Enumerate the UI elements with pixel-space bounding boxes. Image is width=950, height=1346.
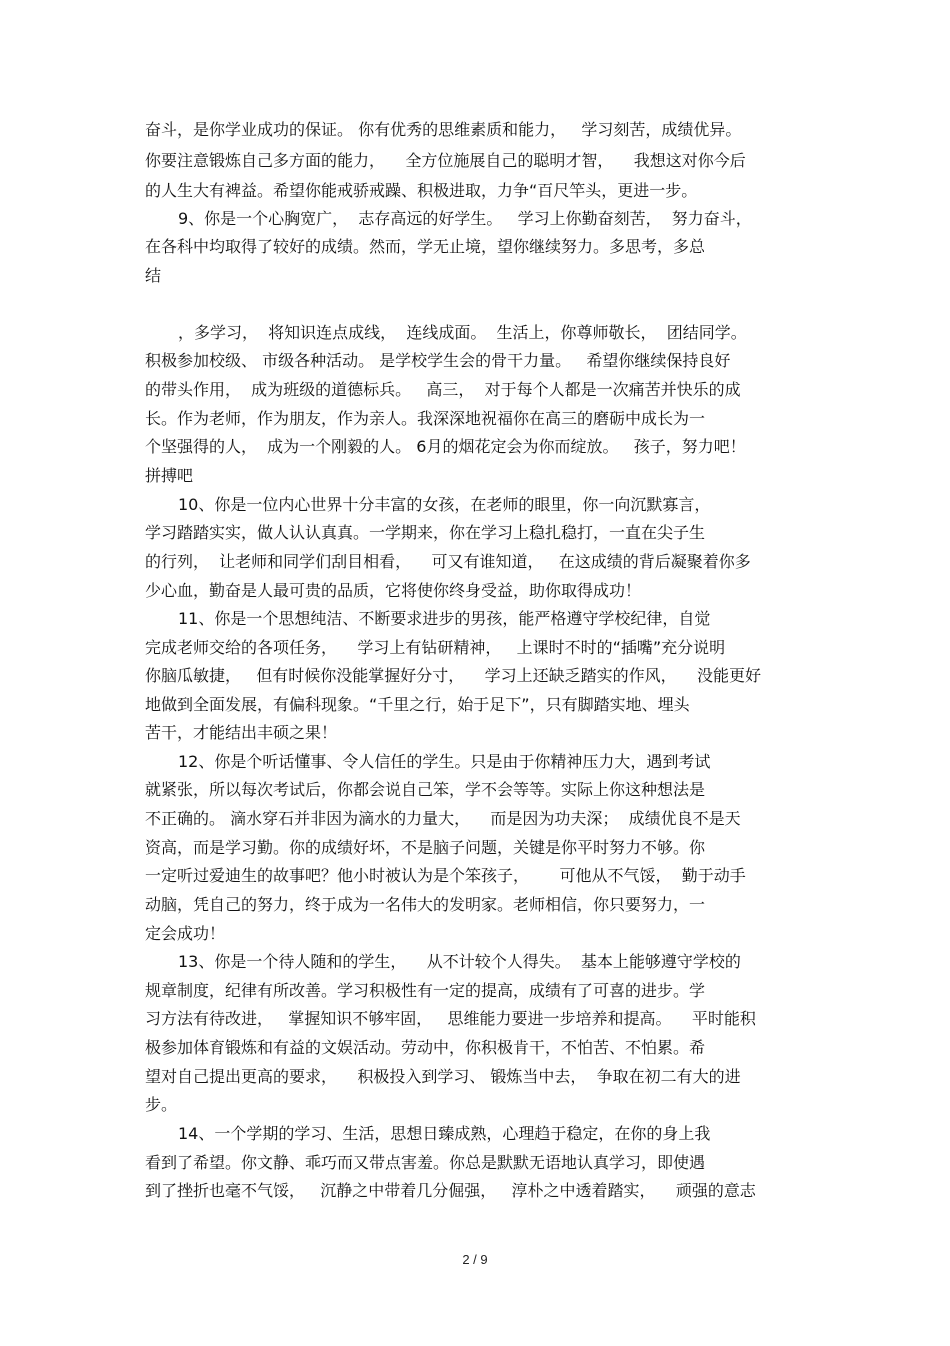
text-line: 个坚强得的人， 成为一个刚毅的人。 6月的烟花定会为你而绽放。 孩子，努力吧！	[145, 437, 746, 456]
text-line: 规章制度，纪律有所改善。学习积极性有一定的提高，成绩有了可喜的进步。学	[145, 981, 706, 1000]
text-line: 望对自己提出更高的要求， 积极投入到学习、 锻炼当中去， 争取在初二有大的进	[145, 1067, 741, 1086]
text-line: 学习踏踏实实，做人认认真真。一学期来，你在学习上稳扎稳打，一直在尖子生	[145, 523, 706, 542]
text-line: 11、你是一个思想纯洁、不断要求进步的男孩，能严格遵守学校纪律，自觉	[178, 609, 711, 628]
text-line: 资高，而是学习勤。你的成绩好坏，不是脑子问题，关键是你平时努力不够。你	[145, 838, 706, 857]
text-line: 完成老师交给的各项任务， 学习上有钻研精神， 上课时不时的“插嘴”充分说明	[145, 638, 726, 657]
text-line: 积极参加校级、 市级各种活动。 是学校学生会的骨干力量。 希望你继续保持良好	[145, 351, 731, 370]
text-line: 你脑瓜敏捷， 但有时候你没能掌握好分寸， 学习上还缺乏踏实的作风， 没能更好	[145, 666, 761, 685]
text-line: 一定听过爱迪生的故事吧？他小时被认为是个笨孩子， 可他从不气馁， 勤于动手	[145, 866, 746, 885]
page-number: 2 / 9	[462, 1252, 488, 1267]
text-line: 你要注意锻炼自己多方面的能力， 全方位施展自己的聪明才智， 我想这对你今后	[145, 151, 746, 170]
text-line: 定会成功！	[145, 924, 226, 943]
text-line: 12、你是个听话懂事、令人信任的学生。只是由于你精神压力大，遇到考试	[178, 752, 711, 771]
text-line: 结	[145, 266, 162, 285]
text-line: 就紧张，所以每次考试后，你都会说自己笨，学不会等等。实际上你这种想法是	[145, 780, 706, 799]
text-line: 的人生大有裨益。希望你能戒骄戒躁、积极进取，力争“百尺竿头，更进一步。	[145, 181, 698, 200]
text-line: 动脑，凭自己的努力，终于成为一名伟大的发明家。老师相信，你只要努力，一	[145, 895, 706, 914]
text-line: 不正确的。 滴水穿石并非因为滴水的力量大， 而是因为功夫深； 成绩优良不是天	[145, 809, 741, 828]
text-line: 长。作为老师，作为朋友，作为亲人。我深深地祝福你在高三的磨砺中成长为一	[145, 409, 706, 428]
text-line: 习方法有待改进， 掌握知识不够牢固， 思维能力要进一步培养和提高。 平时能积	[145, 1009, 756, 1028]
text-line: 苦干，才能结出丰硕之果！	[145, 723, 338, 742]
text-line: 奋斗，是你学业成功的保证。 你有优秀的思维素质和能力， 学习刻苦，成绩优异。	[145, 120, 742, 139]
text-line: 少心血，勤奋是人最可贵的品质，它将使你终身受益，助你取得成功！	[145, 581, 642, 600]
text-line: 到了挫折也毫不气馁， 沉静之中带着几分倔强， 淳朴之中透着踏实， 顽强的意志	[145, 1181, 756, 1200]
text-line: 10、你是一位内心世界十分丰富的女孩，在老师的眼里，你一向沉默寡言，	[178, 495, 711, 514]
text-line: 14、一个学期的学习、生活，思想日臻成熟，心理趋于稳定，在你的身上我	[178, 1124, 711, 1143]
text-line: 拼搏吧	[145, 466, 194, 485]
text-line: 地做到全面发展，有偏科现象。“千里之行，始于足下”，只有脚踏实地、埋头	[145, 695, 690, 714]
text-line: 看到了希望。你文静、乖巧而又带点害羞。你总是默默无语地认真学习，即使遇	[145, 1153, 706, 1172]
text-line: 极参加体育锻炼和有益的文娱活动。劳动中，你积极肯干，不怕苦、不怕累。希	[145, 1038, 706, 1057]
text-line: 的带头作用， 成为班级的道德标兵。 高三， 对于每个人都是一次痛苦并快乐的成	[145, 380, 741, 399]
text-line: ，多学习， 将知识连点成线， 连线成面。 生活上，你尊师敬长， 团结同学。	[178, 323, 747, 342]
text-line: 步。	[145, 1095, 178, 1114]
text-line: 9、你是一个心胸宽广， 志存高远的好学生。 学习上你勤奋刻苦， 努力奋斗，	[178, 209, 752, 228]
text-line: 13、你是一个待人随和的学生， 从不计较个人得失。 基本上能够遵守学校的	[178, 952, 741, 971]
text-line: 的行列， 让老师和同学们刮目相看， 可又有谁知道， 在这成绩的背后凝聚着你多	[145, 552, 751, 571]
text-line: 在各科中均取得了较好的成绩。然而，学无止境，望你继续努力。多思考，多总	[145, 237, 706, 256]
